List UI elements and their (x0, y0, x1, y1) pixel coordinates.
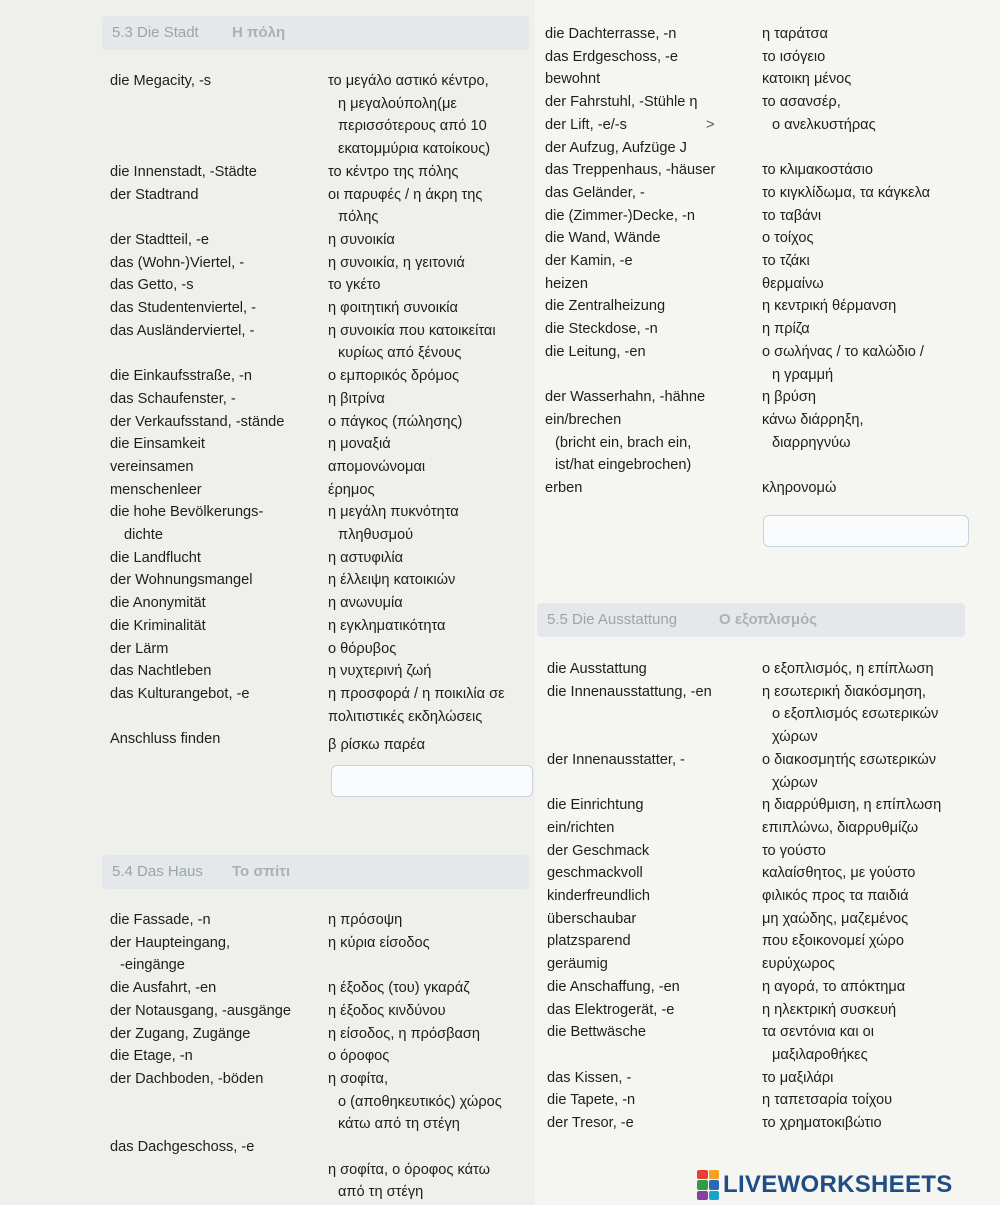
vocab-entry: der Lärm (110, 640, 169, 657)
vocab-entry: που εξοικονομεί χώρο (762, 933, 904, 950)
vocab-entry: το μεγάλο αστικό κέντρο, (328, 73, 489, 89)
vocab-entry: χώρων (772, 729, 818, 746)
vocab-entry: η γραμμή (772, 366, 834, 383)
vocab-entry: die Megacity, -s (110, 73, 212, 89)
vocab-entry: die Einsamkeit (110, 436, 205, 453)
vocab-entry: η βιτρίνα (328, 390, 385, 407)
vocab-entry: das Geländer, - (545, 184, 645, 201)
vocab-entry: der Innenausstatter, - (547, 751, 685, 768)
vocab-entry: die (Zimmer-)Decke, -n (545, 207, 696, 224)
vocab-entry: die Anschaffung, -en (547, 978, 680, 995)
section-title-gr: Το σπίτι (232, 863, 291, 880)
vocab-entry: der Geschmack (547, 842, 650, 859)
vocab-entry: τα σεντόνια και οι (762, 1024, 874, 1041)
vocab-entry: κάνω διάρρηξη, (762, 411, 864, 428)
vocab-entry: η συνοικία που κατοικείται (328, 322, 496, 339)
vocab-entry: bewohnt (545, 71, 601, 88)
vocab-entry: heizen (545, 275, 589, 292)
vocab-entry: das Studentenviertel, - (110, 300, 257, 316)
section-title-de: 5.3 Die Stadt (112, 24, 199, 41)
vocab-entry: η σοφίτα, (328, 1070, 389, 1087)
vocab-entry: η ταράτσα (762, 26, 828, 42)
vocab-entry: η έλλειψη κατοικιών (328, 572, 456, 589)
vocab-entry: ευρύχωρος (762, 956, 835, 973)
vocab-entry: die Dachterrasse, -n (545, 26, 677, 42)
vocab-entry: das Dachgeschoss, -e (110, 1139, 255, 1155)
vocab-entry: die Einrichtung (547, 797, 644, 814)
vocab-entry: το κέντρο της πόλης (328, 163, 459, 180)
vocab-entry: die hohe Bevölkerungs- (110, 504, 264, 521)
vocab-entry: πόλης (338, 209, 379, 226)
vocab-entry: das Ausländerviertel, - (110, 322, 255, 339)
vocab-entry: dichte (124, 527, 163, 543)
vocab-entry: έρημος (328, 481, 375, 498)
vocab-entry: menschenleer (110, 481, 202, 498)
vocab-entry: ο διακοσμητής εσωτερικών (762, 751, 937, 768)
vocab-entry: η πρόσοψη (328, 912, 403, 928)
vocab-entry: die Etage, -n (110, 1048, 193, 1065)
vocab-entry: η σοφίτα, ο όροφος κάτω (328, 1161, 490, 1178)
liveworksheets-logo-icon (697, 1170, 719, 1200)
vocab-entry: η μεγάλη πυκνότητα (328, 504, 459, 521)
vocab-entry: το χρηματοκιβώτιο (762, 1115, 882, 1131)
vocab-entry: kinderfreundlich (547, 888, 651, 904)
vocab-entry: das Kissen, - (547, 1069, 632, 1086)
section-title-gr: Ο εξοπλισμός (719, 611, 818, 628)
vocab-entry: η συνοικία, η γειτονιά (328, 254, 465, 271)
vocab-entry: το κιγκλίδωμα, τα κάγκελα (762, 184, 931, 201)
vocab-entry: der Haupteingang, (110, 934, 231, 951)
vocab-entry: ein/richten (547, 819, 615, 836)
vocab-entry: καλαίσθητος, με γούστο (762, 865, 916, 882)
vocab-entry: ο σωλήνας / το καλώδιο / (762, 343, 924, 360)
vocab-entry: η εγκληματικότητα (328, 617, 446, 634)
vocab-entry: die Leitung, -en (545, 343, 646, 360)
vocab-entry: -eingänge (120, 957, 185, 974)
vocab-entry: μη χαώδης, μαζεμένος (762, 910, 909, 927)
liveworksheets-logo-text: LIVEWORKSHEETS (723, 1171, 953, 1198)
vocab-entry: η ανωνυμία (328, 595, 403, 612)
section-header-furnishing (537, 603, 965, 637)
vocab-entry: χώρων (772, 774, 818, 791)
vocab-entry: die Kriminalität (110, 617, 206, 634)
vocab-entry: der Stadtrand (110, 186, 199, 203)
vocab-entry: το τζάκι (762, 253, 810, 269)
vocab-entry: το ισόγειο (762, 48, 826, 65)
answer-input-city[interactable] (331, 765, 533, 797)
section-header-city (102, 16, 529, 50)
vocab-entry: der Dachboden, -böden (110, 1070, 264, 1087)
vocab-entry: die Tapete, -n (547, 1092, 636, 1109)
vocab-entry: der Lift, -e/-s (545, 116, 627, 133)
vocab-entry: die Innenausstattung, -en (547, 683, 712, 700)
vocab-entry: το γκέτο (328, 277, 381, 294)
vocab-entry: geschmackvoll (547, 865, 643, 882)
vocab-entry: ist/hat eingebrochen) (555, 457, 692, 474)
vocab-entry: vereinsamen (110, 458, 194, 475)
section-title-gr: Η πόλη (232, 24, 286, 41)
section-title-de: 5.5 Die Ausstattung (547, 611, 678, 628)
vocab-entry: το ταβάνι (762, 207, 822, 224)
vocab-entry: η εσωτερική διακόσμηση, (762, 683, 926, 700)
vocab-entry: θερμαίνω (762, 275, 824, 292)
vocab-entry: κάτω από τη στέγη (338, 1116, 460, 1133)
vocab-entry: der Kamin, -e (545, 253, 633, 269)
vocab-entry: η μοναξιά (328, 436, 391, 453)
vocab-entry: κυρίως από ξένους (338, 345, 462, 362)
vocab-entry: das Nachtleben (110, 663, 212, 680)
vocab-entry: η έξοδος κινδύνου (328, 1002, 446, 1019)
vocab-entry: απομονώνομαι (328, 458, 426, 475)
vocab-entry: der Wasserhahn, -hähne (545, 389, 706, 406)
vocab-entry: ο εξοπλισμός εσωτερικών (772, 706, 939, 723)
vocab-entry: die Einkaufsstraße, -n (110, 368, 252, 385)
vocab-entry: die Ausfahrt, -en (110, 980, 217, 997)
vocab-entry: η ηλεκτρική συσκευή (762, 1001, 897, 1018)
vocab-entry: die Bettwäsche (547, 1024, 646, 1041)
vocab-entry: περισσότερους από 10 (338, 118, 487, 135)
vocab-entry: η έξοδος (του) γκαράζ (328, 980, 470, 997)
vocab-entry: διαρρηγνύω (772, 434, 851, 451)
vocab-entry: το ασανσέρ, (762, 94, 841, 111)
vocab-entry: der Aufzug, Aufzüge J (545, 139, 687, 156)
vocab-entry: η είσοδος, η πρόσβαση (328, 1025, 481, 1042)
vocab-entry: επιπλώνω, διαρρυθμίζω (762, 819, 919, 836)
vocab-entry: die Anonymität (110, 595, 206, 612)
vocab-entry: die Landflucht (110, 549, 201, 566)
vocab-entry: ο όροφος (328, 1048, 390, 1065)
vocab-entry: ο εμπορικός δρόμος (328, 368, 460, 385)
vocab-entry: das (Wohn-)Viertel, - (110, 254, 245, 271)
vocab-entry: το μαξιλάρι (762, 1069, 834, 1086)
section-header-house (102, 855, 529, 889)
vocab-entry: das Treppenhaus, -häuser (545, 162, 716, 179)
vocab-extra-greek: β ρίσκω παρέα (328, 737, 426, 753)
vocab-entry: der Zugang, Zugänge (110, 1025, 251, 1042)
vocab-entry: die Zentralheizung (545, 298, 666, 315)
vocab-entry: (bricht ein, brach ein, (555, 434, 692, 451)
vocab-entry: μαξιλαροθήκες (772, 1046, 868, 1063)
vocab-entry: ο (αποθηκευτικός) χώρος (338, 1093, 502, 1110)
answer-input-house[interactable] (763, 515, 969, 547)
vocab-entry: φιλικός προς τα παιδιά (762, 888, 909, 904)
vocab-entry: der Tresor, -e (547, 1115, 634, 1131)
vocab-entry: από τη στέγη (338, 1184, 424, 1201)
vocab-entry: platzsparend (547, 933, 631, 950)
vocab-entry: die Fassade, -n (110, 912, 211, 928)
vocab-entry: der Fahrstuhl, -Stühle η (545, 94, 698, 111)
vocab-entry: die Steckdose, -n (545, 321, 658, 338)
vocab-entry: das Elektrogerät, -e (547, 1001, 675, 1018)
vocab-entry: η φοιτητική συνοικία (328, 300, 458, 316)
vocab-entry: ο εξοπλισμός, η επίπλωση (762, 661, 934, 677)
vocab-entry: κατοικη μένος (762, 71, 852, 88)
vocab-entry: κληρονομώ (762, 480, 837, 496)
vocab-entry: η μεγαλούπολη(με (338, 95, 457, 112)
vocab-entry: η αγορά, το απόκτημα (762, 978, 906, 995)
vocab-entry: η ταπετσαρία τοίχου (762, 1092, 893, 1109)
liveworksheets-logo (697, 1168, 953, 1202)
vocab-entry: der Wohnungsmangel (110, 572, 253, 589)
vocab-entry: πολιτιστικές εκδηλώσεις (328, 708, 483, 725)
vocab-entry: η κύρια είσοδος (328, 934, 430, 951)
section-title-de: 5.4 Das Haus (112, 863, 203, 880)
vocab-entry: die Wand, Wände (545, 230, 661, 247)
vocab-entry: ο θόρυβος (328, 640, 397, 657)
vocab-entry: η πρίζα (762, 321, 810, 338)
vocab-entry: geräumig (547, 956, 608, 973)
vocab-entry: η αστυφιλία (328, 549, 404, 566)
vocab-entry: το γούστο (762, 842, 826, 859)
vocab-entry: η συνοικία (328, 231, 395, 248)
vocab-entry: der Notausgang, -ausgänge (110, 1002, 291, 1019)
vocab-entry: η νυχτερινή ζωή (328, 663, 432, 680)
vocab-entry: der Stadtteil, -e (110, 231, 209, 248)
vocab-entry: ο τοίχος (762, 230, 814, 247)
vocab-entry: πληθυσμού (338, 527, 414, 543)
vocab-entry: überschaubar (547, 910, 637, 927)
vocab-entry: η προσφορά / η ποικιλία σε (328, 685, 505, 702)
vocab-entry: ein/brechen (545, 411, 622, 428)
vocab-entry: die Innenstadt, -Städte (110, 163, 257, 180)
vocab-entry: εκατομμύρια κατοίκους) (338, 141, 491, 158)
vocab-entry: das Schaufenster, - (110, 390, 236, 407)
vocab-entry: ο πάγκος (πώλησης) (328, 413, 463, 430)
vocab-entry: erben (545, 480, 583, 496)
vocab-entry: η διαρρύθμιση, η επίπλωση (762, 797, 942, 814)
vocab-entry: ο ανελκυστήρας (772, 116, 876, 133)
bracket-mark: > (706, 117, 715, 133)
vocab-entry: das Kulturangebot, -e (110, 685, 250, 702)
vocab-entry: το κλιμακοστάσιο (762, 162, 874, 179)
vocab-entry: das Erdgeschoss, -e (545, 48, 679, 65)
vocab-entry: οι παρυφές / η άκρη της (328, 186, 483, 203)
vocab-entry: der Verkaufsstand, -stände (110, 413, 285, 430)
vocab-entry: η βρύση (762, 389, 816, 406)
vocab-entry: das Getto, -s (110, 277, 194, 294)
vocab-extra-german: Anschluss finden (110, 731, 221, 747)
vocab-entry: die Ausstattung (547, 661, 647, 677)
vocab-entry: η κεντρική θέρμανση (762, 298, 897, 315)
